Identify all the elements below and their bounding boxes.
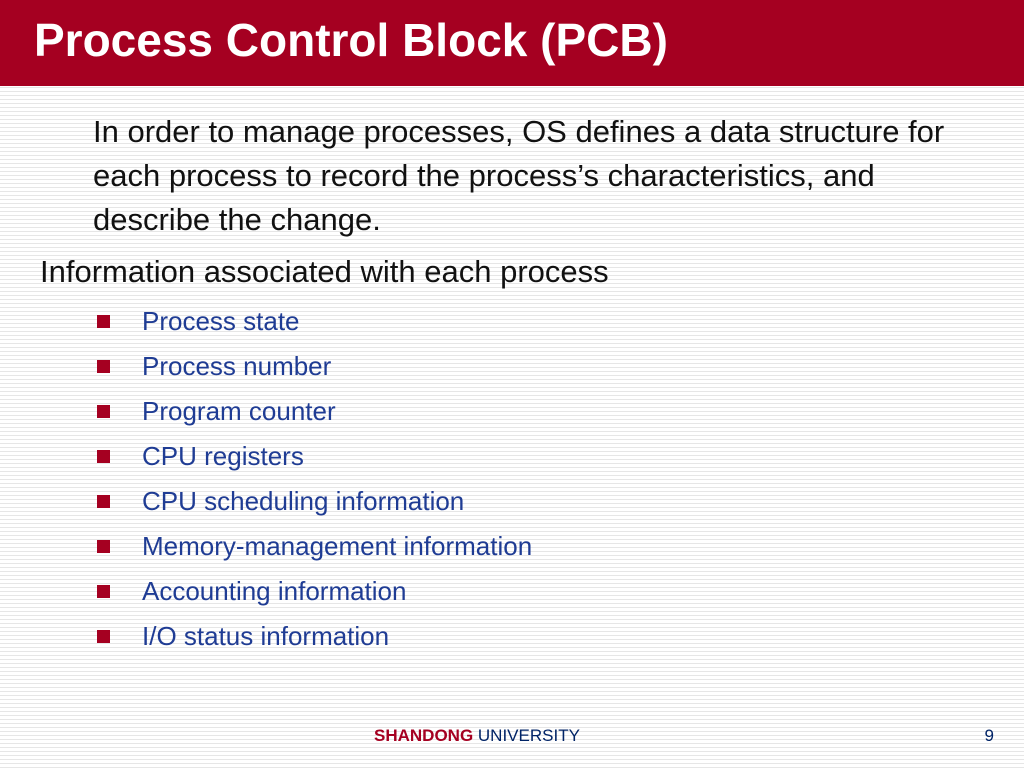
list-item [97, 389, 532, 434]
list-item-label: CPU scheduling information [142, 486, 465, 516]
list-item-label: Memory-management information [142, 531, 533, 561]
list-item [97, 524, 532, 569]
list-item [97, 479, 532, 524]
title-bar [0, 0, 1024, 86]
list-item [97, 569, 532, 614]
footer-university-bold: SHANDONG [374, 726, 474, 745]
list-item-label: Program counter [142, 396, 336, 426]
square-bullet-icon [97, 540, 110, 553]
square-bullet-icon [97, 315, 110, 328]
list-item-label: Process number [142, 351, 332, 381]
list-item-label: CPU registers [142, 441, 304, 471]
list-item-label: Process state [142, 306, 300, 336]
footer-university [374, 726, 580, 746]
square-bullet-icon [97, 630, 110, 643]
square-bullet-icon [97, 405, 110, 418]
slide-title: Process Control Block (PCB) [34, 14, 668, 66]
square-bullet-icon [97, 360, 110, 373]
square-bullet-icon [97, 450, 110, 463]
process-info-list [97, 299, 532, 659]
footer-university-rest: UNIVERSITY [473, 726, 580, 745]
list-item-label: I/O status information [142, 621, 390, 651]
section-heading: Information associated with each process [40, 254, 609, 289]
square-bullet-icon [97, 585, 110, 598]
list-item [97, 344, 532, 389]
intro-paragraph: In order to manage processes, OS defines a data structure for each process to record the process’s characteristics, and describe the change. [93, 114, 945, 237]
list-item [97, 614, 532, 659]
square-bullet-icon [97, 495, 110, 508]
page-number: 9 [984, 726, 994, 745]
list-item-label: Accounting information [142, 576, 407, 606]
list-item [97, 299, 532, 344]
list-item [97, 434, 532, 479]
